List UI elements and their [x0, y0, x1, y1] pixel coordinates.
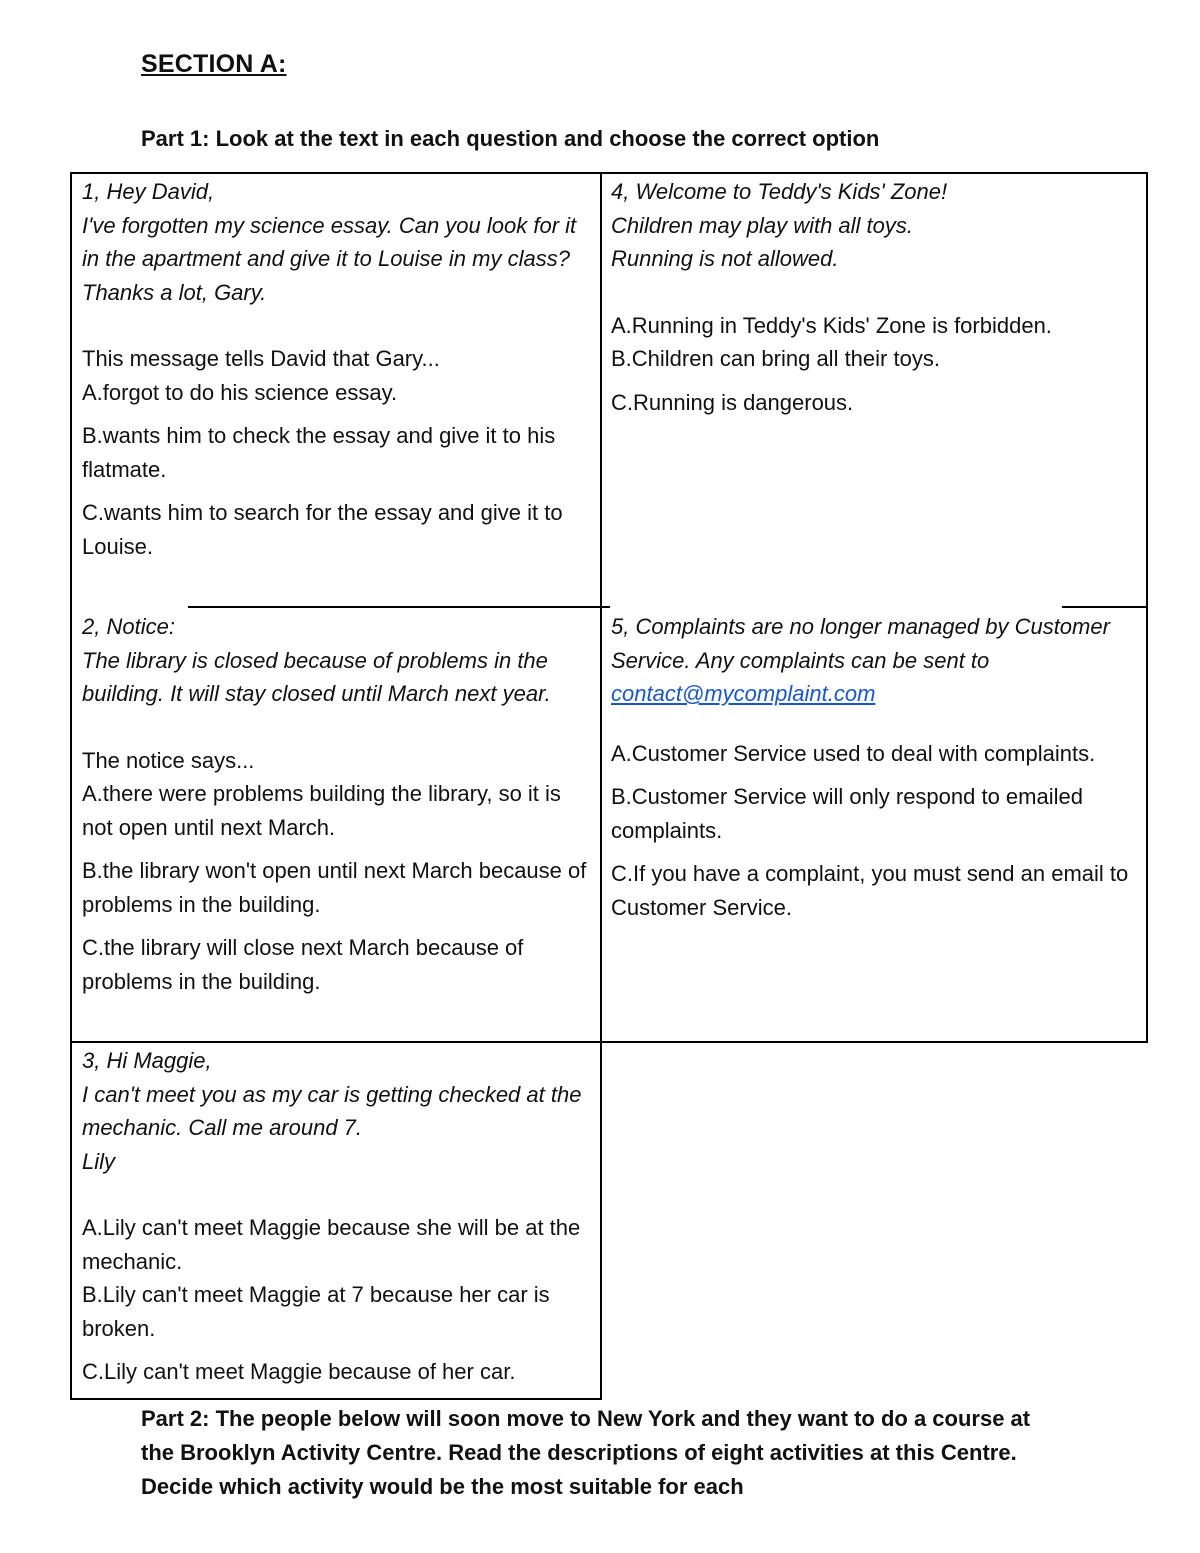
q3-option-c[interactable]: C.Lily can't meet Maggie because of her car.: [82, 1359, 516, 1384]
q2-option-c[interactable]: C.the library will close next March because of problems in the building.: [82, 935, 524, 994]
q4-title: 4, Welcome to Teddy's Kids' Zone!: [611, 179, 948, 204]
q4-option-a[interactable]: A.Running in Teddy's Kids' Zone is forbidden.: [611, 312, 1052, 338]
q1-signoff: Thanks a lot, Gary.: [82, 279, 267, 305]
question-4-cell: [611, 175, 1136, 419]
q5-message-text: 5, Complaints are no longer managed by Customer Service. Any complaints can be sent to: [611, 614, 1110, 673]
section-title: SECTION A:: [141, 50, 287, 78]
q1-greeting: 1, Hey David,: [82, 179, 215, 204]
q3-message: I can't meet you as my car is getting checked at the mechanic. Call me around 7.: [82, 1081, 582, 1140]
q5-option-c[interactable]: C.If you have a complaint, you must send an email to Customer Service.: [611, 861, 1129, 920]
table-border-middle: [600, 172, 602, 1400]
q2-message: The library is closed because of problems in the building. It will stay closed until March next year.: [82, 647, 551, 706]
q4-option-b[interactable]: B.Children can bring all their toys.: [611, 346, 940, 371]
q5-email-link[interactable]: contact@mycomplaint.com: [611, 681, 876, 706]
table-border-top: [70, 172, 1148, 174]
part2-instructions: Part 2: The people below will soon move to New York and they want to do a course at the Brooklyn Activity Centre. Read the descriptions of eight activities at this Centre. Decide which activity would be the most suitable for each: [141, 1406, 1031, 1499]
table-border-left: [70, 172, 72, 1400]
q2-prompt: The notice says...: [82, 747, 255, 773]
q5-option-a[interactable]: A.Customer Service used to deal with complaints.: [611, 740, 1096, 766]
q2-option-b[interactable]: B.the library won't open until next March because of problems in the building.: [82, 858, 587, 917]
q1-prompt: This message tells David that Gary...: [82, 346, 440, 371]
question-2-cell: [82, 610, 592, 998]
part1-heading: Part 1: Look at the text in each question and choose the correct option: [141, 126, 880, 151]
q5-message: [611, 610, 1136, 711]
q3-signoff: Lily: [82, 1148, 116, 1174]
q4-option-c[interactable]: C.Running is dangerous.: [611, 389, 854, 415]
q2-heading: 2, Notice:: [82, 614, 175, 639]
question-1-cell: [82, 175, 592, 563]
q3-greeting: 3, Hi Maggie,: [82, 1048, 212, 1073]
q1-message: I've forgotten my science essay. Can you look for it in the apartment and give it to Louise in my class?: [82, 212, 577, 271]
q1-option-a[interactable]: A.forgot to do his science essay.: [82, 379, 398, 405]
q1-option-c[interactable]: C.wants him to search for the essay and give it to Louise.: [82, 500, 563, 559]
table-row2-divider: [70, 1041, 1148, 1043]
q2-option-a[interactable]: A.there were problems building the library, so it is not open until next March.: [82, 781, 561, 840]
question-3-cell: [82, 1044, 592, 1389]
question-5-cell: [611, 610, 1136, 924]
q3-option-a[interactable]: A.Lily can't meet Maggie because she will be at the mechanic.: [82, 1215, 581, 1274]
q1-option-b[interactable]: B.wants him to check the essay and give it to his flatmate.: [82, 423, 556, 482]
q3-option-b[interactable]: B.Lily can't meet Maggie at 7 because her car is broken.: [82, 1282, 550, 1341]
q4-line-1: Children may play with all toys.: [611, 212, 914, 238]
table-row1-divider-right: [1062, 606, 1148, 608]
q5-option-b[interactable]: B.Customer Service will only respond to emailed complaints.: [611, 784, 1083, 843]
table-row1-divider-left: [188, 606, 610, 608]
table-row3-bottom: [70, 1398, 602, 1400]
q4-line-2: Running is not allowed.: [611, 246, 839, 271]
